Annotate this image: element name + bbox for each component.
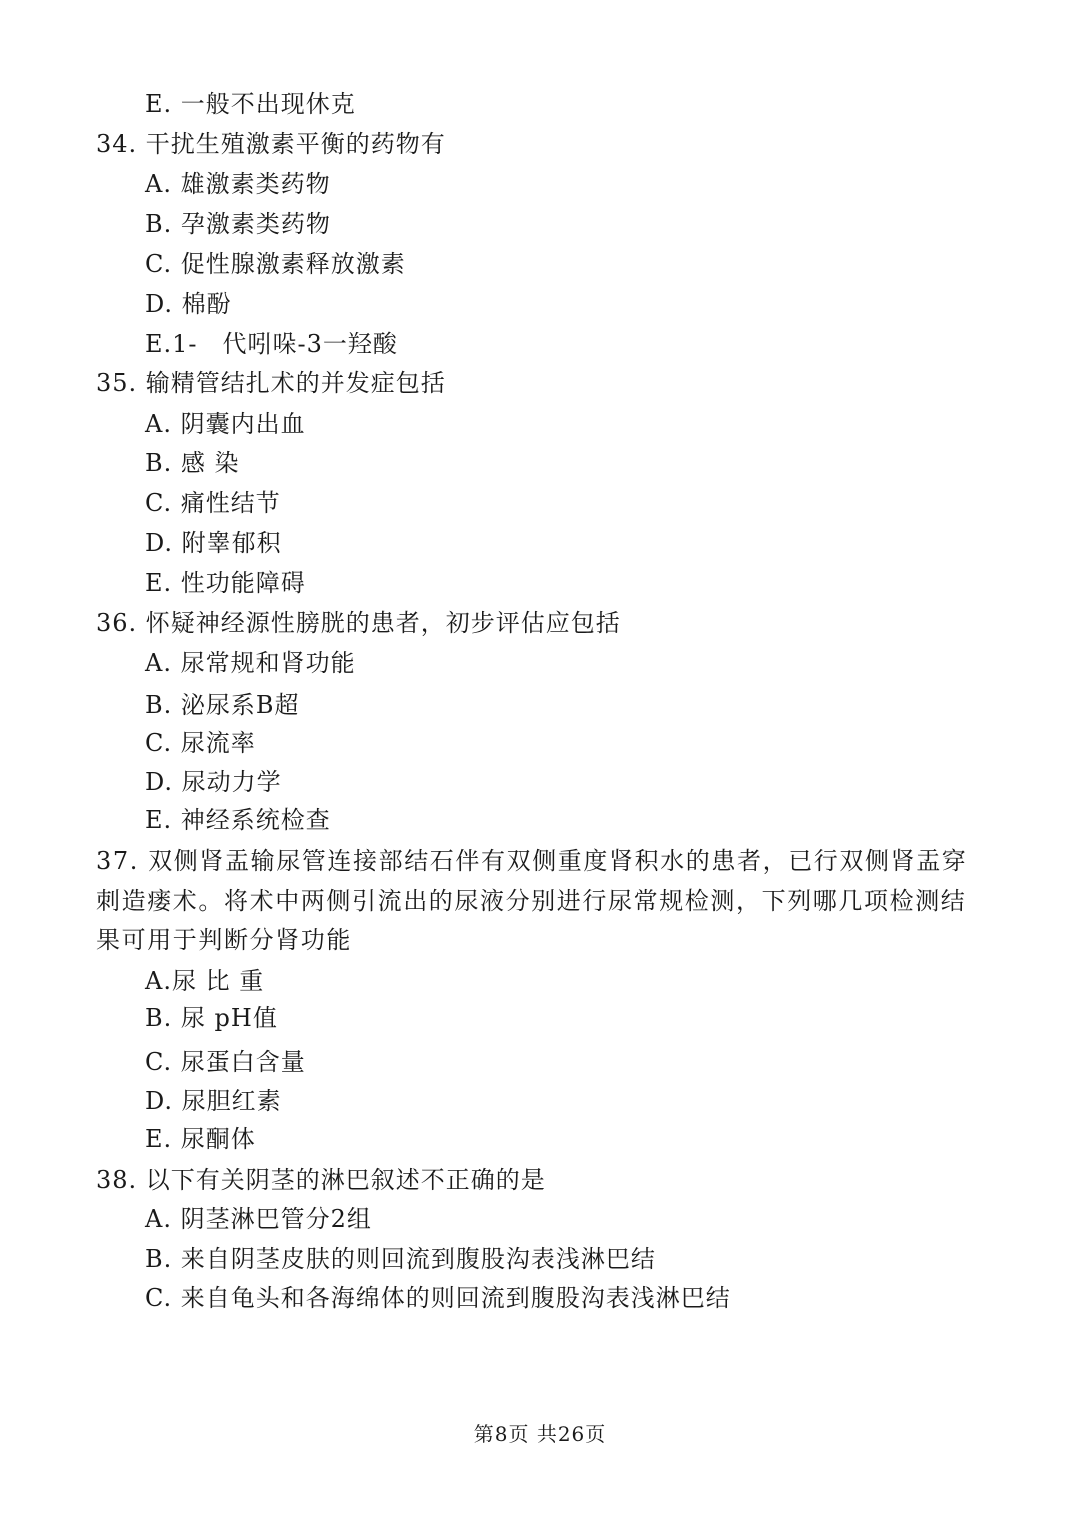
option-37-e: E. 尿酮体 — [145, 1125, 256, 1153]
question-34: 34. 干扰生殖激素平衡的药物有 — [96, 130, 446, 158]
option-37-b: B. 尿 pH值 — [145, 1004, 278, 1032]
question-37-line-3: 果可用于判断分肾功能 — [96, 926, 352, 954]
option-37-d: D. 尿胆红素 — [145, 1087, 282, 1115]
option-36-e: E. 神经系统检查 — [145, 806, 331, 834]
option-33-e: E. 一般不出现休克 — [145, 90, 356, 118]
question-37-line-2: 刺造瘘术。将术中两侧引流出的尿液分别进行尿常规检测，下列哪几项检测结 — [96, 887, 967, 915]
option-38-a: A. 阴茎淋巴管分2组 — [145, 1205, 372, 1233]
option-35-e: E. 性功能障碍 — [145, 569, 306, 597]
page-number-footer: 第8页 共26页 — [473, 1422, 607, 1446]
option-35-a: A. 阴囊内出血 — [145, 410, 306, 438]
option-38-c: C. 来自龟头和各海绵体的则回流到腹股沟表浅淋巴结 — [145, 1284, 731, 1312]
option-36-b: B. 泌尿系B超 — [145, 691, 300, 719]
option-34-b: B. 孕激素类药物 — [145, 210, 331, 238]
option-38-b: B. 来自阴茎皮肤的则回流到腹股沟表浅淋巴结 — [145, 1245, 656, 1273]
option-36-d: D. 尿动力学 — [145, 768, 282, 796]
option-36-a: A. 尿常规和肾功能 — [145, 649, 356, 677]
option-34-a: A. 雄激素类药物 — [145, 170, 331, 198]
option-35-c: C. 痛性结节 — [145, 489, 281, 517]
option-34-c: C. 促性腺激素释放激素 — [145, 250, 406, 278]
option-37-c: C. 尿蛋白含量 — [145, 1048, 306, 1076]
option-36-c: C. 尿流率 — [145, 729, 256, 757]
question-36: 36. 怀疑神经源性膀胱的患者，初步评估应包括 — [96, 609, 621, 637]
question-37-line-1: 37. 双侧肾盂输尿管连接部结石伴有双侧重度肾积水的患者，已行双侧肾盂穿 — [96, 847, 968, 875]
question-35: 35. 输精管结扎术的并发症包括 — [96, 369, 446, 397]
option-35-b: B. 感 染 — [145, 449, 240, 477]
option-34-d: D. 棉酚 — [145, 290, 232, 318]
option-35-d: D. 附睾郁积 — [145, 529, 282, 557]
option-37-a: A.尿 比 重 — [145, 967, 265, 995]
question-38: 38. 以下有关阴茎的淋巴叙述不正确的是 — [96, 1166, 546, 1194]
option-34-e: E.1- 代吲哚-3一羟酸 — [145, 330, 398, 358]
